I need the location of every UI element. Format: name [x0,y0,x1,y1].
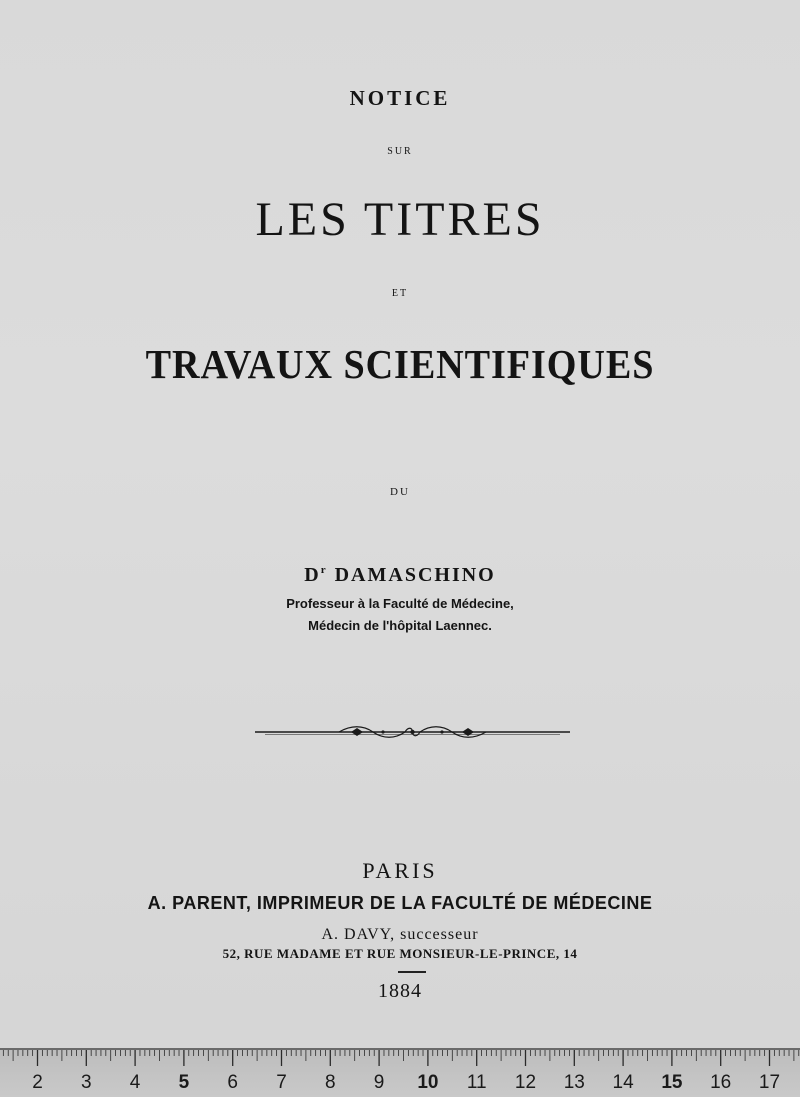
travaux-heading: TRAVAUX SCIENTIFIQUES [145,341,655,387]
ruler-number: 15 [661,1072,683,1093]
du-connector: DU [390,486,410,498]
ruler-number: 5 [178,1072,190,1093]
imprint-address: 52, RUE MADAME ET RUE MONSIEUR-LE-PRINCE, 14 [222,946,578,961]
ruler-number: 3 [81,1072,92,1093]
ruler-number: 12 [514,1072,537,1093]
ruler-number: 6 [227,1072,238,1093]
ruler-number: 2 [32,1072,43,1093]
ruler-number: 8 [325,1072,336,1093]
ruler-number: 17 [758,1072,781,1093]
notice-heading: NOTICE [349,86,451,110]
ruler-number: 16 [710,1072,732,1093]
ruler-number: 4 [129,1072,141,1093]
author-role-professor: Professeur à la Faculté de Médecine, [286,596,514,611]
ruler-number: 9 [373,1072,385,1093]
imprint-successor: A. DAVY, successeur [321,926,479,943]
author-role-physician: Médecin de l'hôpital Laennec. [308,618,492,633]
imprint-city: PARIS [362,858,438,883]
ruler-number: 14 [612,1072,634,1093]
ruler-number: 10 [417,1072,439,1093]
ruler-number: 7 [276,1072,287,1093]
ruler-number: 13 [563,1072,585,1093]
measuring-ruler [0,1048,800,1097]
ruler-number: 11 [466,1072,487,1093]
titres-heading: LES TITRES [255,193,545,246]
et-connector: ET [391,288,409,299]
imprint-printer: A. PARENT, IMPRIMEUR DE LA FACULTÉ DE MÉDECINE [147,893,653,913]
imprint-year: 1884 [378,980,422,1002]
sur-connector: SUR [387,146,413,157]
small-rule [398,971,426,973]
author-name-line [0,564,800,587]
ornamental-divider-icon [255,722,570,742]
author-prefix-superscript: r [320,564,328,576]
author-prefix: D [304,564,321,586]
author-name: DAMASCHINO [334,564,496,586]
